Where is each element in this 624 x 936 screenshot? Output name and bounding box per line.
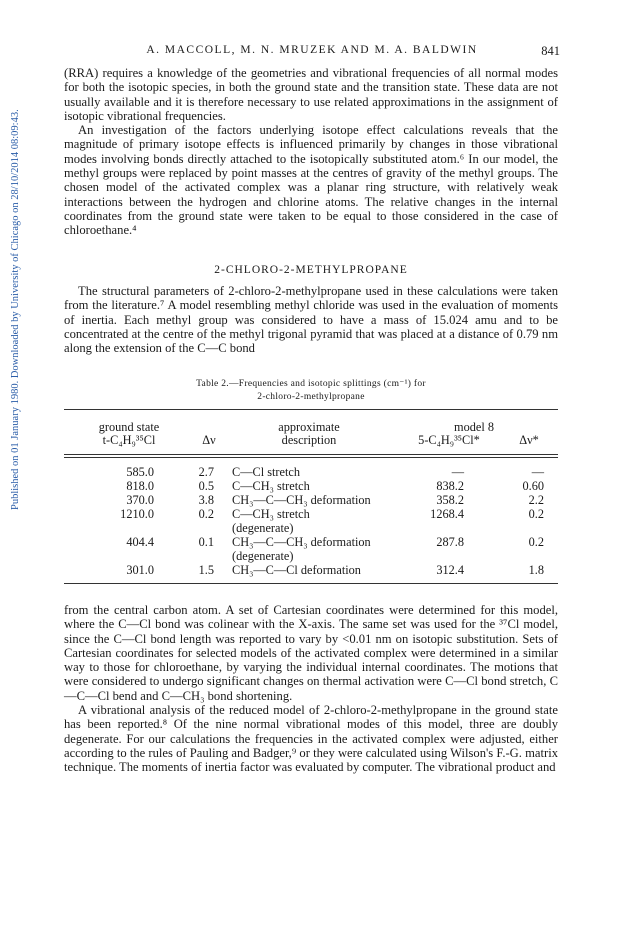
cell-description-note: (degenerate) xyxy=(232,521,294,535)
cell-description: C—CH₃ stretch xyxy=(232,507,310,521)
cell-description-note: (degenerate) xyxy=(232,549,294,563)
header-description: description xyxy=(281,433,337,447)
table-caption-sub: 2-chloro-2-methylpropane xyxy=(257,392,365,402)
cell-ground-state: 1210.0 xyxy=(120,507,154,521)
cell-delta-nu-star: 0.2 xyxy=(528,507,544,521)
cell-ground-state: 301.0 xyxy=(126,563,154,577)
paragraph-3: The structural parameters of 2-chloro-2-methylpropane used in these calculations were taken from the literature.⁷ A model resembling methyl chloride was used in the evaluation of moments of inertia. Each methyl group was considered to have a mass of 15.024 amu and to be concentrated at the centre of the methyl trigonal pyramid that was placed at a distance of 0.79 nm along the extension of the C—C bond xyxy=(64,284,558,356)
cell-delta-nu-star: — xyxy=(531,465,544,479)
cell-model: 1268.4 xyxy=(430,507,464,521)
paragraph-2: An investigation of the factors underlying isotope effect calculations reveals that the magnitude of primary isotope effects is influenced primarily by changes in those vibrational modes involving bonds directly attached to the isotopically substituted atom.⁶ In our model, the methyl groups were replaced by point masses at the centres of gravity of the methyl groups. The chosen model of the activated complex was a planar ring structure, with relatively weak interactions between the hydrogen and chlorine atoms. The relative changes in the internal coordinates from the ground state were taken to be equal to those considered in the case of chloroethane.⁴ xyxy=(64,123,558,238)
header-ground-state: ground state xyxy=(98,420,160,434)
cell-delta-nu: 0.5 xyxy=(198,479,214,493)
cell-ground-state: 404.4 xyxy=(126,535,154,549)
header-model-formula: 5-C₄H₉³⁵Cl* xyxy=(418,433,480,447)
cell-delta-nu: 2.7 xyxy=(198,465,214,479)
cell-delta-nu-star: 2.2 xyxy=(528,493,544,507)
cell-delta-nu-star: 0.60 xyxy=(522,479,544,493)
header-delta-nu-star: Δν* xyxy=(519,433,539,447)
section-heading: 2-CHLORO-2-METHYLPROPANE xyxy=(214,264,408,276)
cell-delta-nu: 0.1 xyxy=(198,535,214,549)
body-text-top xyxy=(64,66,558,238)
cell-delta-nu-star: 1.8 xyxy=(528,563,544,577)
download-watermark: Published on 01 January 1980. Downloaded by University of Chicago on 28/10/2014 08:09:43. xyxy=(10,109,21,511)
cell-delta-nu: 1.5 xyxy=(198,563,214,577)
table-caption-prefix: Table 2.— xyxy=(196,379,239,389)
cell-description: C—CH₃ stretch xyxy=(232,479,310,493)
cell-description: C—Cl stretch xyxy=(232,465,300,479)
cell-description: CH₃—C—Cl deformation xyxy=(232,563,361,577)
cell-ground-state: 585.0 xyxy=(126,465,154,479)
body-text-bottom xyxy=(64,603,558,775)
table-top-rule xyxy=(64,409,558,410)
header-delta-nu: Δν xyxy=(202,433,216,447)
table-caption xyxy=(64,377,558,404)
running-header xyxy=(64,44,560,60)
cell-description: CH₃—C—CH₃ deformation xyxy=(232,535,371,549)
cell-delta-nu-star: 0.2 xyxy=(528,535,544,549)
cell-delta-nu: 0.2 xyxy=(198,507,214,521)
cell-model: 838.2 xyxy=(436,479,464,493)
table-caption-main: Frequencies and isotopic splittings (cm⁻¹) for xyxy=(238,379,426,389)
cell-ground-state: 370.0 xyxy=(126,493,154,507)
header-rule-1 xyxy=(64,454,558,455)
cell-delta-nu: 3.8 xyxy=(198,493,214,507)
table-bottom-rule xyxy=(64,583,558,584)
cell-model: 287.8 xyxy=(436,535,464,549)
body-text-mid xyxy=(64,284,558,355)
paragraph-4: from the central carbon atom. A set of Cartesian coordinates were determined for this model, where the C—Cl bond was colinear with the X-axis. The same set was used for the ³⁷Cl model, since the C—Cl bond length was reported to vary by <0.01 nm on isotopic substitution. Sets of Cartesian coordinates for selected models of the activated complex were determined in a similar way to those for chloroethane, by varying the individual internal coordinates. The motions that were considered to undergo significant changes on thermal activation were C—Cl bond stretch, C—C—Cl bend and C—CH₃ bond shortening. xyxy=(64,603,558,703)
paragraph-5: A vibrational analysis of the reduced model of 2-chloro-2-methylpropane in the ground state has been reported.⁸ Of the nine normal vibrational modes of this model, three are doubly degenerate. For our calculations the frequencies in the activated complex were adjusted, either according to the rules of Pauling and Badger,⁹ or they were calculated using Wilson's F.-G. matrix technique. The moments of inertia factor was evaluated by computer. The vibrational product and xyxy=(64,703,558,775)
paragraph-1: (RRA) requires a knowledge of the geometries and vibrational frequencies of all normal modes for both the isotopic species, in both the ground state and the transition state. These data are not usually available and it is therefore necessary to use related approximations in the assignment of isotopic vibrational frequencies. xyxy=(64,66,558,123)
cell-ground-state: 818.0 xyxy=(126,479,154,493)
cell-description: CH₃—C—CH₃ deformation xyxy=(232,493,371,507)
header-rule-2 xyxy=(64,457,558,458)
cell-model: 312.4 xyxy=(436,563,464,577)
cell-model: — xyxy=(451,465,464,479)
header-authors: A. MACCOLL, M. N. MRUZEK AND M. A. BALDWIN xyxy=(146,44,478,56)
header-ground-state-formula: t-C₄H₉³⁵Cl xyxy=(102,433,156,447)
header-approximate: approximate xyxy=(278,420,340,434)
cell-model: 358.2 xyxy=(436,493,464,507)
page-number: 841 xyxy=(541,44,560,58)
header-model: model 8 xyxy=(454,420,494,434)
